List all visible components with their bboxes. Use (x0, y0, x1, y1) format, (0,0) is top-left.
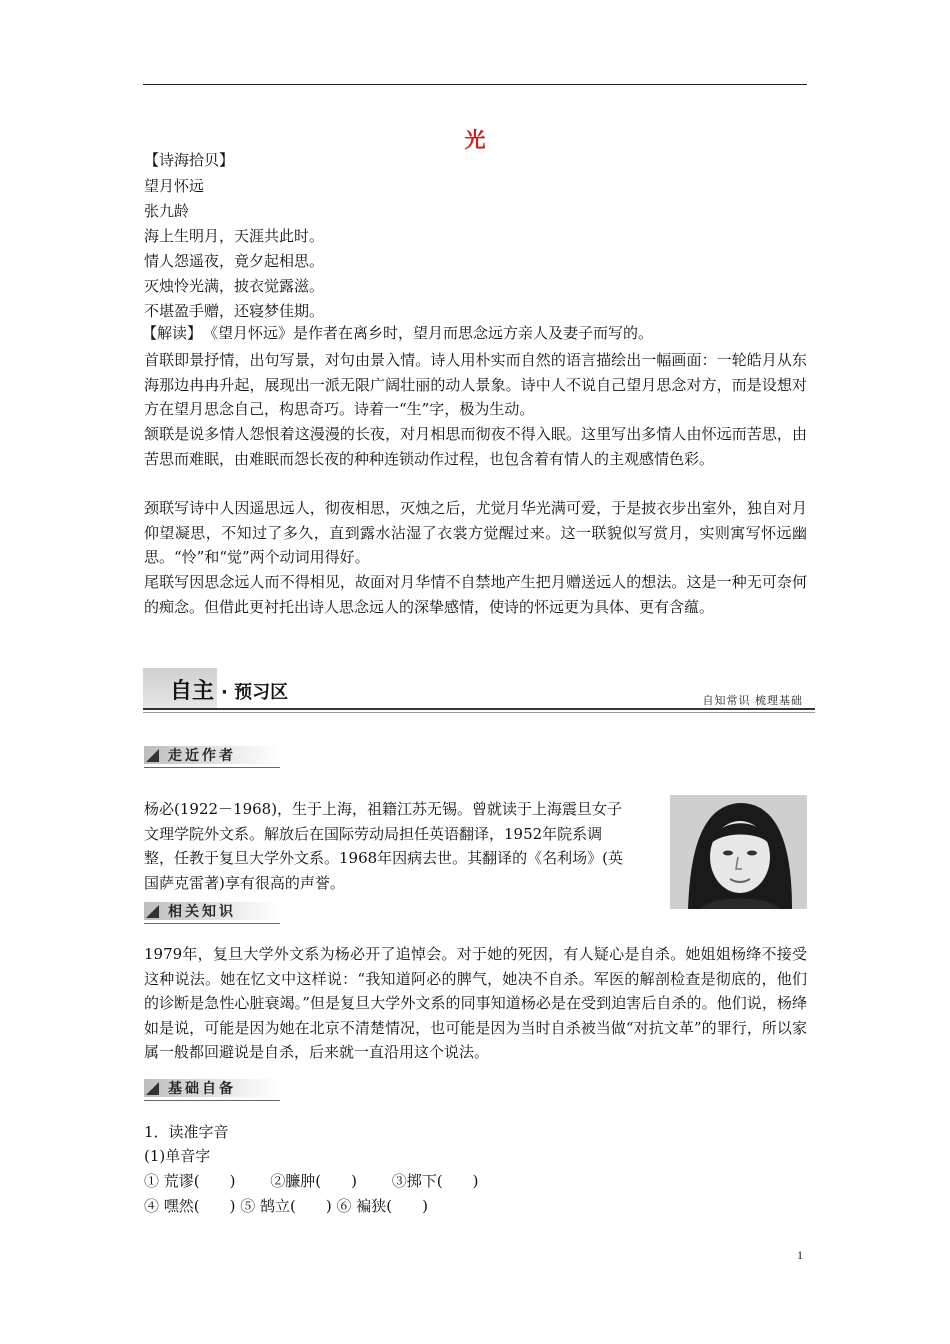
exercise-item-heading: 1．读准字音 (144, 1123, 229, 1141)
poem-section-label: 【诗海拾贝】 (144, 151, 235, 169)
poem-line: 不堪盈手赠，还寝梦佳期。 (144, 302, 325, 320)
exercise-row: ① 荒谬( ) ②臁肿( ) ③掷下( ) (144, 1172, 479, 1190)
poem-line: 灭烛怜光满，披衣觉露滋。 (144, 277, 325, 295)
section-heading-label: 基础自备 (168, 1081, 236, 1097)
poem-line: 海上生明月，天涯共此时。 (144, 227, 325, 245)
interpretation-paragraph: 尾联写因思念远人而不得相见，故面对月华情不自禁地产生把月赠送远人的想法。这是一种无可奈何的痴念。但借此更衬托出诗人思念远人的深挚感情，使诗的怀远更为具体、更有含蕴。 (144, 573, 807, 616)
poem-line: 情人怨遥夜，竟夕起相思。 (144, 252, 325, 270)
author-portrait (670, 795, 807, 909)
section-heading-label: 相关知识 (168, 904, 236, 920)
interpretation-label: 【解读】 (142, 324, 203, 342)
poem-author: 张九龄 (144, 202, 190, 220)
banner-rule-thin (143, 712, 815, 713)
interpretation-paragraph: 颔联是说多情人怨恨着这漫漫的长夜，对月相思而彻夜不得入眠。这里写出多情人由怀远而苦思，由苦思而难眠，由难眠而怨长夜的种种连锁动作过程，也包含着有情人的主观感情色彩。 (144, 425, 807, 468)
author-text-line: 国萨克雷著)享有很高的声誉。 (144, 874, 345, 892)
author-text-line: 杨必(1922－1968)，生于上海，祖籍江苏无锡。曾就读于上海震旦女子 (144, 800, 623, 818)
page-title: 光 (464, 127, 486, 152)
section-heading-basics (144, 1079, 280, 1103)
section-heading-author (144, 746, 280, 770)
corner-triangle-icon (146, 749, 159, 762)
corner-triangle-icon (146, 905, 159, 918)
banner-right-caption: 自知常识 梳理基础 (702, 694, 803, 707)
interpretation-paragraph: 颈联写诗中人因遥思远人，彻夜相思，灭烛之后，尤觉月华光满可爱，于是披衣步出室外，独自对月仰望凝思，不知过了多久，直到露水沾湿了衣裳方觉醒过来。这一联貌似写赏月，实则寓写怀远幽思。“怜”和“觉”两个动词用得好。 (144, 499, 807, 566)
section-heading-knowledge (144, 902, 280, 926)
exercise-subheading: (1)单音字 (144, 1147, 211, 1165)
page-number: 1 (797, 1248, 803, 1262)
banner-subtitle: · 预习区 (221, 682, 289, 703)
section-banner (143, 668, 815, 714)
top-rule (143, 84, 807, 85)
interpretation-intro: 《望月怀远》是作者在离乡时，望月而思念远方亲人及妻子而写的。 (203, 324, 654, 342)
interpretation-paragraph: 首联即景抒情，出句写景，对句由景入情。诗人用朴实而自然的语言描绘出一幅画面：一轮皓月从东海那边冉冉升起，展现出一派无限广阔壮丽的动人景象。诗中人不说自己望月思念对方，而是设想对方在望月思念自己，构思奇巧。诗着一“生”字，极为生动。 (144, 351, 807, 418)
banner-rule (143, 708, 815, 710)
section-heading-label: 走近作者 (168, 748, 236, 764)
banner-main-title: 自主 (170, 679, 215, 704)
corner-triangle-icon (146, 1082, 159, 1095)
knowledge-paragraph: 1979年，复旦大学外文系为杨必开了追悼会。对于她的死因，有人疑心是自杀。她姐姐杨绛不接受这种说法。她在忆文中这样说：“我知道阿必的脾气，她决不自杀。军医的解剖检查是彻底的，他们的诊断是急性心脏衰竭。”但是复旦大学外文系的同事知道杨必是在受到迫害后自杀的。他们说，杨绛如是说，可能是因为她在北京不清楚情况，也可能是因为当时自杀被当做“对抗文革”的罪行，所以家属一般都回避说是自杀，后来就一直沿用这个说法。 (144, 945, 807, 1061)
poem-title: 望月怀远 (144, 177, 205, 195)
author-text-line: 整，任教于复旦大学外文系。1968年因病去世。其翻译的《名利场》(英 (144, 849, 624, 867)
exercise-row: ④ 嘿然( ) ⑤ 鹄立( ) ⑥ 褊狭( ) (144, 1197, 428, 1215)
author-text-line: 文理学院外文系。解放后在国际劳动局担任英语翻译，1952年院系调 (144, 825, 603, 843)
